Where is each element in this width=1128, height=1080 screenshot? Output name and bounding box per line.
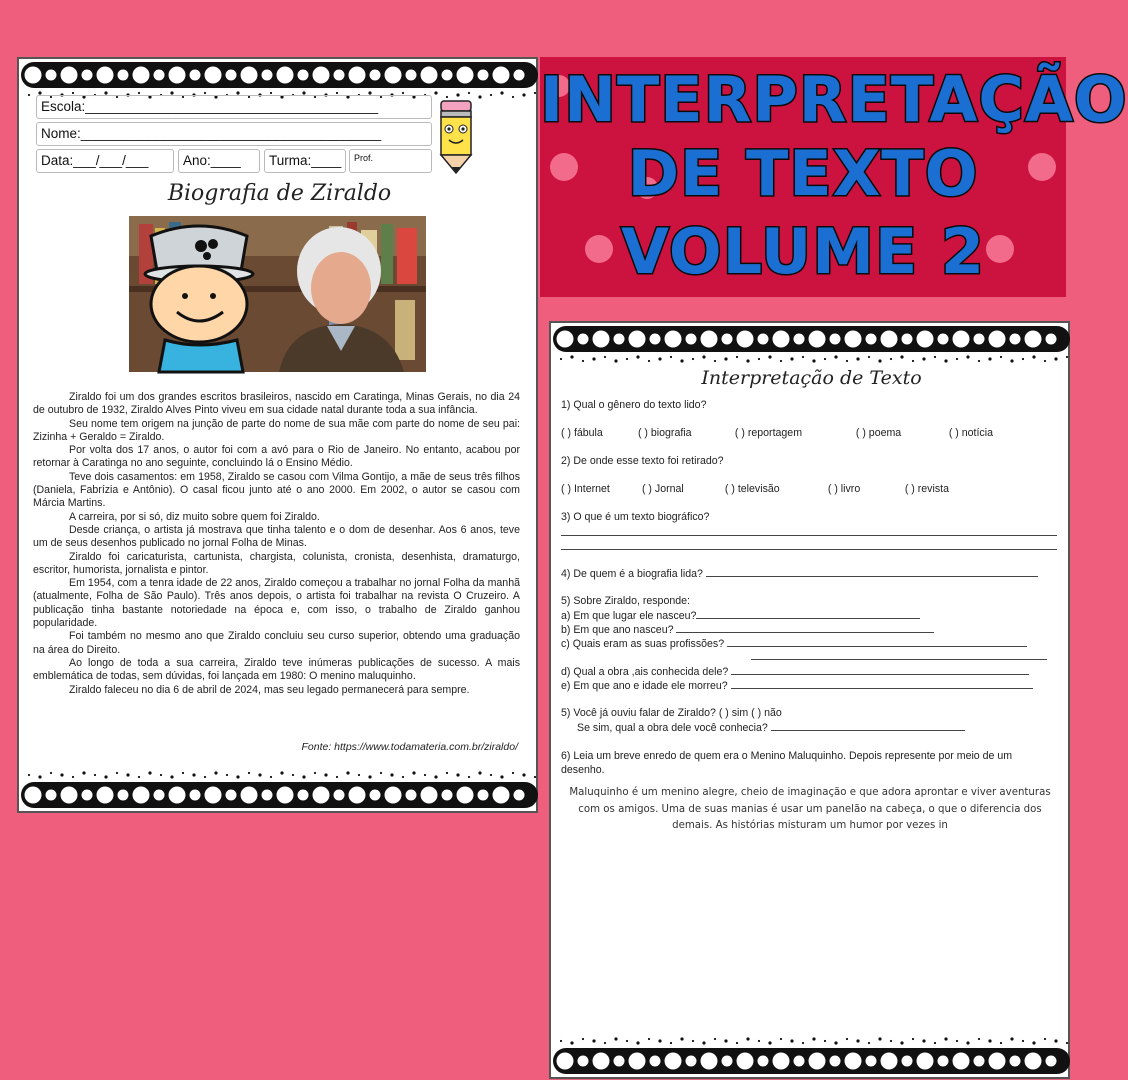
banner-title-line2: DE TEXTO: [627, 137, 979, 210]
question-5-followup-label: Se sim, qual a obra dele você conhecia?: [577, 722, 768, 734]
question-1: 1) Qual o gênero do texto lido?: [561, 399, 707, 411]
maluquinho-story: Maluquinho é um menino alegre, cheio de imaginação e que adora aprontar e viver aventuras com os amigos. Uma de suas manias é usar um panelão na cabeça, o que o diferencia dos demais. As histórias misturam um humor por vezes in: [569, 787, 1051, 831]
biography-text: [33, 391, 520, 697]
teacher-field[interactable]: Prof.: [349, 149, 432, 173]
bottom-circle-border: [551, 1035, 1068, 1077]
question-5e-label: e) Em que ano e idade ele morreu?: [561, 680, 728, 692]
paragraph: A carreira, por si só, diz muito sobre quem foi Ziraldo.: [69, 510, 320, 523]
document-title: Biografia de Ziraldo: [167, 181, 392, 206]
paragraph: Em 1954, com a tenra idade de 22 anos, Ziraldo começou a trabalhar no jornal Folha da manhã (atualmente, Folha de São Paulo). Três anos depois, o artista foi trabalhar na revista O Cruzeiro. A publicação tinha bastante notoriedade na época e, com isso, o trabalho de Ziraldo ganhou popularidade.: [33, 577, 520, 630]
question-5: 5) Sobre Ziraldo, responde:: [561, 595, 690, 607]
paragraph: Foi também no mesmo ano que Ziraldo concluiu seu curso superior, obtendo uma graduação na área do Direito.: [33, 630, 520, 656]
pencil-mascot-icon: [435, 99, 477, 175]
answer-line[interactable]: [731, 679, 1033, 689]
answer-line[interactable]: [727, 637, 1027, 647]
option-checkbox[interactable]: ( ) televisão: [724, 483, 780, 495]
worksheet-title: Interpretação de Texto: [701, 367, 922, 389]
question-1-options: [561, 427, 1061, 439]
option-checkbox[interactable]: ( ) Internet: [561, 483, 610, 495]
questions-worksheet: [549, 321, 1070, 1079]
question-5a: [561, 609, 1061, 622]
question-5b-label: b) Em que ano nasceu?: [561, 624, 674, 636]
question-3: 3) O que é um texto biográfico?: [561, 511, 710, 523]
source-citation: Fonte: https://www.todamateria.com.br/ziraldo/: [301, 741, 518, 753]
biography-worksheet: [17, 57, 538, 813]
question-2: 2) De onde esse texto foi retirado?: [561, 455, 724, 467]
question-5b: [561, 623, 1061, 636]
answer-line[interactable]: [751, 659, 1047, 660]
question-5-yesno: 5) Você já ouviu falar de Ziraldo? ( ) sim ( ) não: [561, 707, 782, 719]
bottom-circle-border: [19, 769, 536, 811]
option-checkbox[interactable]: ( ) notícia: [948, 427, 993, 439]
name-field[interactable]: Nome:________________________________________: [36, 122, 432, 146]
paragraph: Seu nome tem origem na junção de parte do nome de sua mãe com parte do nome de seu pai: Zizinha + Geraldo = Ziraldo.: [33, 417, 520, 443]
paragraph: Por volta dos 17 anos, o autor foi com a avó para o Rio de Janeiro. No entanto, acabou por retornar à Caratinga no ano seguinte, concluindo lá o Ensino Médio.: [33, 444, 520, 470]
answer-line[interactable]: [561, 549, 1057, 550]
question-5c-label: c) Quais eram as suas profissões?: [561, 638, 725, 650]
paragraph: Teve dois casamentos: em 1958, Ziraldo se casou com Vilma Gontijo, a mãe de seus três filhos (Daniela, Fabrízia e Antônio). O casal ficou junto até o ano 2000. Em 2002, o autor se casou com Márcia Martins.: [33, 470, 520, 510]
question-5d: [561, 665, 1061, 678]
school-field[interactable]: Escola:_______________________________________: [36, 95, 432, 119]
answer-line[interactable]: [561, 535, 1057, 536]
question-5e: [561, 679, 1061, 692]
question-6: 6) Leia um breve enredo de quem era o Menino Maluquinho. Depois represente por meio de um desenho.: [561, 750, 1013, 776]
answer-line[interactable]: [706, 567, 1038, 577]
answer-line[interactable]: [771, 721, 965, 731]
top-circle-border: [551, 323, 1068, 365]
option-checkbox[interactable]: ( ) revista: [904, 483, 949, 495]
paragraph: Ao longo de toda a sua carreira, Ziraldo teve inúmeras publicações de sucesso. A mais emblemática de todas, sem dúvidas, foi lançada em 1980: O menino maluquinho.: [33, 656, 520, 683]
option-checkbox[interactable]: ( ) reportagem: [734, 427, 803, 439]
paragraph: Ziraldo foi caricaturista, cartunista, chargista, colunista, cronista, desenhista, dramaturgo, escritor, humorista, jornalista e pintor.: [33, 550, 520, 576]
question-5d-label: d) Qual a obra ,ais conhecida dele?: [561, 666, 729, 678]
ziraldo-photo: [129, 216, 426, 372]
answer-line[interactable]: [731, 665, 1029, 675]
banner-title-line3: VOLUME 2: [620, 215, 985, 288]
option-checkbox[interactable]: ( ) livro: [827, 483, 861, 495]
question-5c: [561, 637, 1061, 650]
date-field[interactable]: Data:___/___/___: [36, 149, 174, 173]
question-2-options: [561, 483, 1061, 495]
option-checkbox[interactable]: ( ) biografia: [637, 427, 692, 439]
option-checkbox[interactable]: ( ) fábula: [561, 427, 603, 439]
paragraph: Ziraldo faleceu no dia 6 de abril de 2024, mas seu legado permanecerá para sempre.: [69, 683, 470, 696]
question-5-followup: [577, 721, 1077, 734]
paragraph: Desde criança, o artista já mostrava que tinha talento e o dom de desenhar. Aos 6 anos, teve um de seus desenhos publicado no jornal Folha de Minas.: [33, 523, 520, 550]
paragraph: Ziraldo foi um dos grandes escritos brasileiros, nascido em Caratinga, Minas Gerais, no dia 24 de outubro de 1932, Ziraldo Alves Pinto viveu em sua cidade natal durante toda a sua infância.: [33, 391, 520, 417]
option-checkbox[interactable]: ( ) Jornal: [641, 483, 684, 495]
title-banner: [540, 57, 1128, 297]
option-checkbox[interactable]: ( ) poema: [855, 427, 902, 439]
answer-line[interactable]: [676, 623, 934, 633]
answer-line[interactable]: [696, 609, 920, 619]
year-field[interactable]: Ano:____: [178, 149, 260, 173]
banner-title-line1: INTERPRETAÇÃO: [540, 63, 1128, 136]
question-5a-label: a) Em que lugar ele nasceu?: [561, 610, 697, 622]
question-4-label: 4) De quem é a biografia lida?: [561, 568, 703, 580]
class-field[interactable]: Turma:____: [264, 149, 346, 173]
question-4: [561, 567, 1061, 580]
